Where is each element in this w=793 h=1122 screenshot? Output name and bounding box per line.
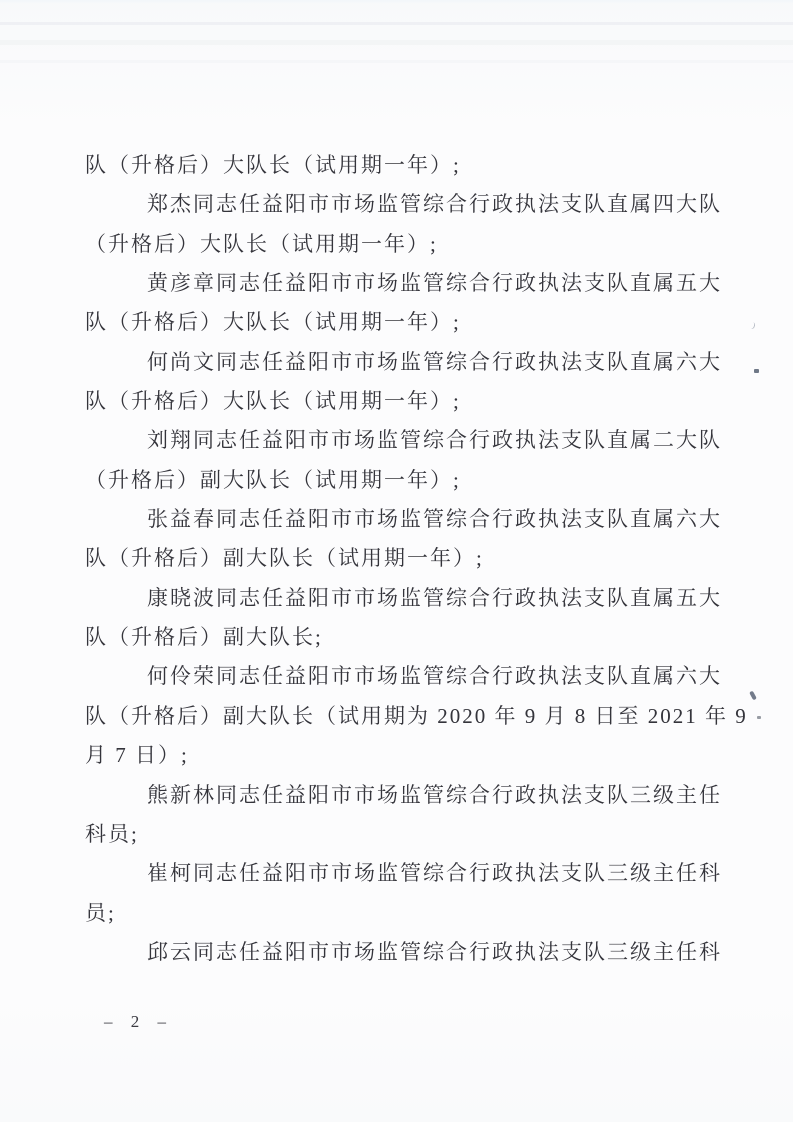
text-line: 黄彦章同志任益阳市市场监管综合行政执法支队直属五大 [147, 271, 722, 296]
text-line: 队（升格后）大队长（试用期一年）; [85, 153, 461, 177]
text-line: 月 7 日）; [85, 743, 189, 768]
text-line: 邱云同志任益阳市市场监管综合行政执法支队三级主任科 [147, 939, 722, 964]
scan-speck [757, 716, 761, 719]
document-body-text [85, 146, 748, 972]
text-line: 郑杰同志任益阳市市场监管综合行政执法支队直属四大队 [147, 192, 722, 217]
text-line: 队（升格后）大队长（试用期一年）; [85, 389, 461, 414]
text-line: 何伶荣同志任益阳市市场监管综合行政执法支队直属六大 [147, 664, 722, 689]
scan-speck [754, 369, 759, 373]
scan-noise-band [0, 22, 793, 25]
scan-noise-band [0, 60, 793, 63]
scan-speck [749, 691, 757, 701]
text-line: 刘翔同志任益阳市市场监管综合行政执法支队直属二大队 [147, 428, 722, 453]
text-line: 科员; [85, 821, 139, 846]
text-line: （升格后）副大队长（试用期一年）; [85, 467, 461, 492]
text-line: 队（升格后）副大队长（试用期为 2020 年 9 月 8 日至 2021 年 9 [85, 703, 748, 728]
text-line: 张益春同志任益阳市市场监管综合行政执法支队直属六大 [147, 507, 722, 532]
text-line: 员; [85, 900, 116, 925]
text-line: 熊新林同志任益阳市市场监管综合行政执法支队三级主任 [147, 782, 722, 807]
text-line: 队（升格后）副大队长（试用期一年）; [85, 546, 484, 571]
page-number: – 2 – [104, 1012, 173, 1031]
text-line: 何尚文同志任益阳市市场监管综合行政执法支队直属六大 [147, 349, 722, 374]
text-line: （升格后）大队长（试用期一年）; [85, 231, 438, 256]
text-line: 队（升格后）大队长（试用期一年）; [85, 310, 461, 335]
scan-noise-band [0, 40, 793, 45]
text-line: 崔柯同志任益阳市市场监管综合行政执法支队三级主任科 [147, 861, 722, 886]
text-line: 队（升格后）副大队长; [85, 625, 323, 650]
text-line: 康晓波同志任益阳市市场监管综合行政执法支队直属五大 [147, 585, 722, 610]
scan-speck [748, 321, 756, 330]
